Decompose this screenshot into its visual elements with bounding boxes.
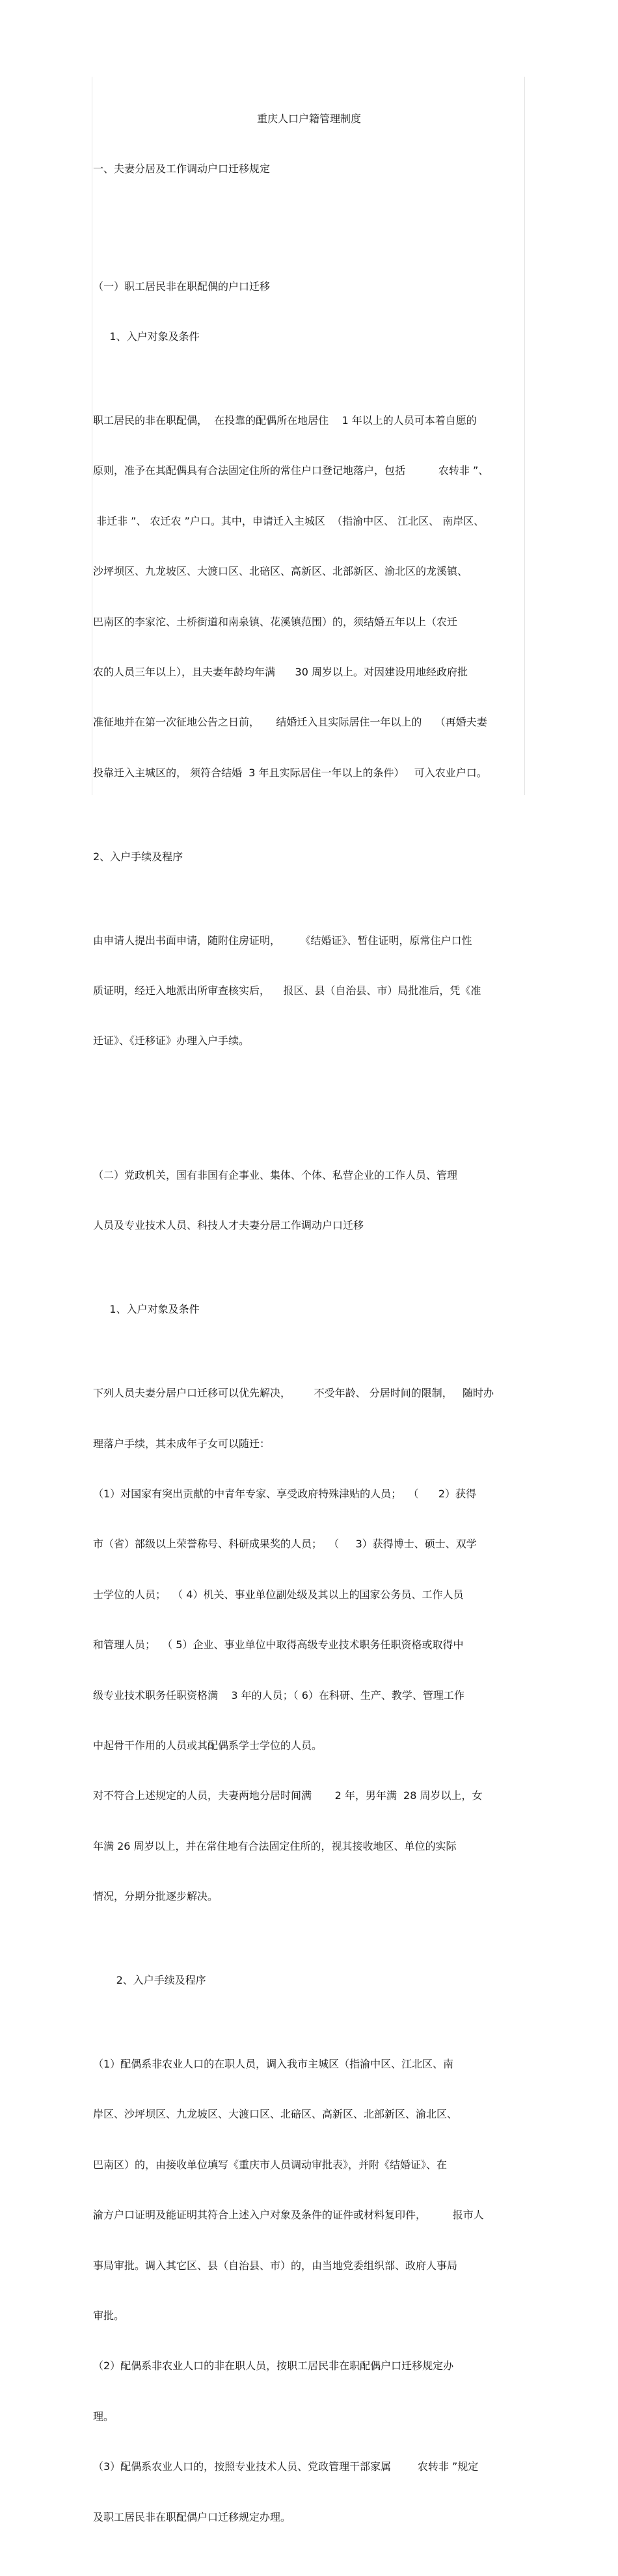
document-title: 重庆人口户籍管理制度 <box>256 112 361 125</box>
paragraph-line: 下列人员夫妻分居户口迁移可以优先解决， 不受年龄、 分居时间的限制， 随时办 <box>93 1387 494 1400</box>
paragraph-line: 准征地并在第一次征地公告之日前， 结婚迁入且实际居住一年以上的 （再婚夫妻 <box>93 716 487 729</box>
paragraph-line: 岸区、沙坪坝区、九龙坡区、大渡口区、北碚区、高新区、北部新区、渝北区、 <box>93 2108 458 2121</box>
paragraph-line: 农的人员三年以上），且夫妻年龄均年满 30 周岁以上。对因建设用地经政府批 <box>93 665 468 678</box>
paragraph-line: 巴南区）的，由接收单位填写《重庆市人员调动审批表》，并附《结婚证》、在 <box>93 2158 448 2171</box>
paragraph-line: 质证明，经迁入地派出所审查核实后， 报区、县（自治县、市）局批准后，凭《准 <box>93 984 481 997</box>
paragraph-line: （1）配偶系非农业人口的在职人员，调入我市主城区（指渝中区、江北区、南 <box>93 2058 454 2071</box>
paragraph-line: 年满 26 周岁以上，并在常住地有合法固定住所的，视其接收地区、单位的实际 <box>93 1839 457 1852</box>
paragraph-line: 迁证》、《迁移证》办理入户手续。 <box>93 1034 250 1047</box>
section-2-sub1-text <box>93 1352 525 1939</box>
paragraph-line: 渝方户口证明及能证明其符合上述入户对象及条件的证件或材料复印件， 报市人 <box>93 2209 484 2222</box>
paragraph-line: 原则，准予在其配偶具有合法固定住所的常住户口登记地落户，包括 农转非 ”、 <box>93 464 489 477</box>
paragraph-line: 理落户手续，其未成年子女可以随迁： <box>93 1437 271 1450</box>
paragraph-line: 对不符合上述规定的人员，夫妻两地分居时间满 2 年，男年满 28 周岁以上，女 <box>93 1789 483 1802</box>
section-1-sub1-heading: 1、入户对象及条件 <box>93 330 200 343</box>
section-2-sub1-heading: 1、入户对象及条件 <box>93 1303 200 1316</box>
paragraph-line: 级专业技术职务任职资格满 3 年的人员；（ 6）在科研、生产、教学、管理工作 <box>93 1689 464 1702</box>
heading-line: 人员及专业技术人员、科技人才夫妻分居工作调动户口迁移 <box>93 1219 364 1232</box>
paragraph-line: 情况，分期分批逐步解决。 <box>93 1890 219 1903</box>
section-2-heading <box>93 1133 525 1267</box>
section-2-sub2-heading: 2、入户手续及程序 <box>93 1974 206 1987</box>
paragraph-line: 市（省）部级以上荣誉称号、科研成果奖的人员； （ 3）获得博士、硕士、双学 <box>93 1538 477 1551</box>
paragraph-line: （3）配偶系农业人口的，按照专业技术人员、党政管理干部家属 农转非 ”规定 <box>93 2460 479 2473</box>
paragraph-line: 理。 <box>93 2410 114 2423</box>
paragraph-line: 非迁非 ”、 农迁农 ”户口。其中，申请迁入主城区 （指渝中区、 江北区、 南岸区、 <box>93 514 485 527</box>
section-1-heading: （一）职工居民非在职配偶的户口迁移 <box>93 280 271 293</box>
paragraph-line: 及职工居民非在职配偶户口迁移规定办理。 <box>93 2510 291 2523</box>
paragraph-line: 士学位的人员； （ 4）机关、事业单位副处级及其以上的国家公务员、工作人员 <box>93 1588 464 1601</box>
section-1-sub2-text <box>93 899 525 1083</box>
heading-1: 一、夫妻分居及工作调动户口迁移规定 <box>93 162 271 175</box>
paragraph-line: 中起骨干作用的人员或其配偶系学士学位的人员。 <box>93 1739 323 1752</box>
paragraph-line: （2）配偶系非农业人口的非在职人员，按职工居民非在职配偶户口迁移规定办 <box>93 2359 454 2372</box>
document-body <box>93 77 525 2576</box>
paragraph-line: 和管理人员； （ 5）企业、事业单位中取得高级专业技术职务任职资格或取得中 <box>93 1638 464 1651</box>
section-2-sub2-text <box>93 2022 525 2559</box>
paragraph-line: 巴南区的李家沱、土桥街道和南泉镇、花溪镇范围）的，须结婚五年以上（农迁 <box>93 615 458 628</box>
blank-line <box>93 211 525 228</box>
paragraph-line: （1）对国家有突出贡献的中青年专家、享受政府特殊津贴的人员； （ 2）获得 <box>93 1487 477 1500</box>
paragraph-line: 投靠迁入主城区的， 须符合结婚 3 年且实际居住一年以上的条件） 可入农业户口。 <box>93 766 487 779</box>
paragraph-line: 职工居民的非在职配偶， 在投靠的配偶所在地居住 1 年以上的人员可本着自愿的 <box>93 414 477 427</box>
paragraph-line: 由申请人提出书面申请，随附住房证明， 《结婚证》、暂住证明，原常住户口性 <box>93 934 472 947</box>
paragraph-line: 沙坪坝区、九龙坡区、大渡口区、北碚区、高新区、北部新区、渝北区的龙溪镇、 <box>93 565 468 578</box>
heading-line: （二）党政机关，国有非国有企事业、集体、个体、私营企业的工作人员、管理 <box>93 1168 458 1181</box>
paragraph-line: 审批。 <box>93 2309 125 2322</box>
section-1-sub2-heading: 2、入户手续及程序 <box>93 850 183 863</box>
paragraph-line: 事局审批。调入其它区、县（自治县、市）的，由当地党委组织部、政府人事局 <box>93 2259 458 2272</box>
section-1-sub1-text <box>93 378 525 815</box>
